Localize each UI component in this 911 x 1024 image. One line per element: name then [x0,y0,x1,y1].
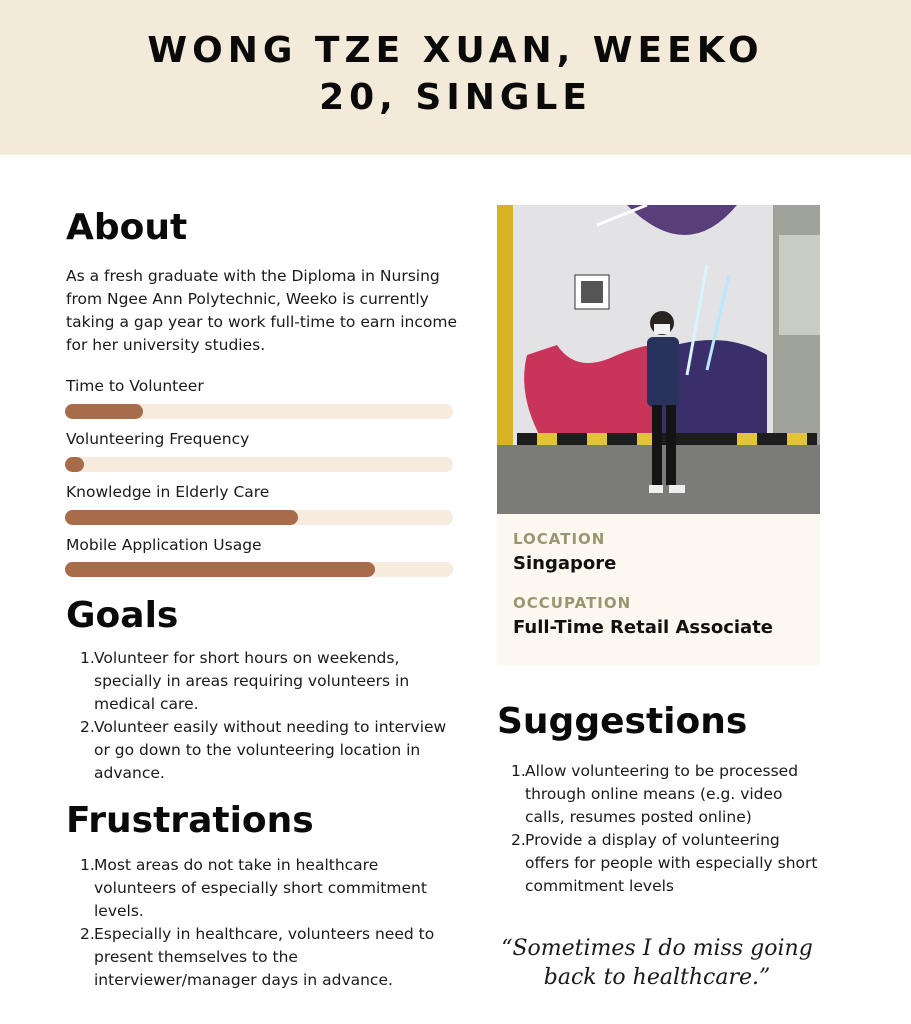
persona-title [0,27,911,121]
frustrations-heading: Frustrations [66,800,314,841]
goals-list [66,647,456,785]
metric-label-mobile: Mobile Application Usage [66,536,262,554]
metric-label-frequency: Volunteering Frequency [66,430,250,448]
goals-heading: Goals [66,595,179,636]
info-box [497,514,820,665]
metric-label-knowledge: Knowledge in Elderly Care [66,483,270,501]
metric-bar-mobile [65,562,453,577]
metric-fill-frequency [65,457,84,472]
list-item: 2. Especially in healthcare, volunteers need to present themselves to the interviewer/manager days in advance. [80,925,435,989]
metric-fill-time [65,404,143,419]
location-label: LOCATION [513,530,606,548]
quote-line-1: “Sometimes I do miss going [501,936,813,961]
persona-name: WONG TZE XUAN, WEEKO [147,30,764,71]
location-value: Singapore [513,553,617,574]
persona-photo [497,205,820,514]
occupation-label: OCCUPATION [513,594,632,612]
header-banner [0,0,911,155]
list-item: 2. Provide a display of volunteering offers for people with especially short commitment levels [511,831,818,895]
quote-line-2: back to healthcare.” [543,965,771,990]
persona-age-status: 20, SINGLE [319,77,592,118]
metric-bar-frequency [65,457,453,472]
list-item: 2. Volunteer easily without needing to interview or go down to the volunteering location in advance. [80,718,447,782]
metric-fill-mobile [65,562,375,577]
list-item: 1. Volunteer for short hours on weekends, specially in areas requiring volunteers in medical care. [80,649,410,713]
metric-label-time: Time to Volunteer [66,377,204,395]
list-item: 1. Most areas do not take in healthcare volunteers of especially short commitment levels. [80,856,427,920]
persona-quote [497,934,817,992]
about-heading: About [66,207,188,248]
metric-bar-knowledge [65,510,453,525]
metric-bar-time [65,404,453,419]
metric-fill-knowledge [65,510,298,525]
occupation-value: Full-Time Retail Associate [513,617,774,638]
list-item: 1. Allow volunteering to be processed through online means (e.g. video calls, resumes posted online) [511,762,799,826]
frustrations-list [66,854,461,992]
about-text: As a fresh graduate with the Diploma in Nursing from Ngee Ann Polytechnic, Weeko is currently taking a gap year to work full-time to earn income for her university studies. [66,267,457,354]
persona-photo-image [497,205,820,514]
suggestions-heading: Suggestions [497,701,748,742]
suggestions-list [497,760,827,898]
